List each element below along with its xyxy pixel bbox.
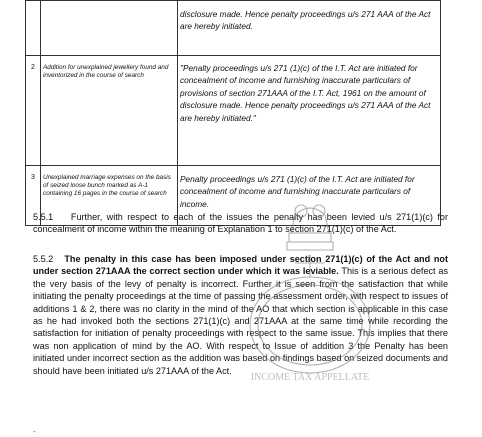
row-description: Addition for unexplained jewellery found and inventorized in the course of search: [41, 56, 178, 166]
paragraph-number: 5.5.2: [33, 254, 54, 264]
paragraph-text: This is a serious defect as the very basis of the levy of penalty is incorrect. Further it is seen from the satisfaction that while initiating the penalty proceedings at the time of passing the assessment order, with respect to issues of additions 1 & 2, there was no clarity in the mind of the AO that which section is applicable in this case as he had invoked both the sections 271(1)(c) and 271AAA at the same time while recording the satisfaction for initiation of penalty proceedings with respect to the same issue. This implies that there was non application of mind by the AO. With respect to Issue of addition 3 the Penalty has been initiated under incorrect section as the addition was based on findings based on seized documents and should have been initiated u/s 271AAA of the Act.: [33, 266, 448, 376]
row-description: Unexplained marriage expenses on the basis of seized loose bunch marked as A-1 containing 16 pages in the course of search: [41, 166, 178, 226]
footer-mark: -: [33, 427, 36, 436]
paragraph-5-5-1: [33, 211, 448, 236]
table-row: [26, 1, 441, 56]
penalty-table: [25, 0, 441, 226]
table-row: [26, 56, 441, 166]
row-remark: disclosure made. Hence penalty proceedings u/s 271 AAA of the Act are hereby initiated.: [178, 1, 441, 56]
paragraph-bold-text: The penalty in this case has been imposed under section 271(1)(c) of the Act and not under section 271AAA the correct section under which it was leviable.: [33, 254, 448, 277]
row-remark: Penalty proceedings u/s 271 (1)(c) of the I.T. Act are initiated for concealment of income and furnishing inaccurate particulars of income.: [178, 166, 441, 226]
paragraph-text: Further, with respect to each of the issues the penalty has been levied u/s 271(1)(c) for concealment of income within the meaning of Explanation 1 to section 271(1)(c) of the Act.: [33, 212, 448, 235]
paragraph-number: 5.5.1: [33, 212, 54, 222]
row-description: [41, 1, 178, 56]
row-number: 3: [26, 166, 41, 226]
paragraph-5-5-2: [33, 253, 448, 377]
seal-text: INCOME TAX APPELLATE: [250, 372, 370, 383]
row-number: 2: [26, 56, 41, 166]
row-remark: "Penalty proceedings u/s 271 (1)(c) of the I.T. Act are initiated for concealment of income and furnishing inaccurate particulars of provisions of section 271AAA of the I.T. Act, 1961 on the amount of disclosure made. Hence penalty proceedings u/s 271 AAA of the Act are hereby initiated.": [178, 56, 441, 166]
row-number: [26, 1, 41, 56]
